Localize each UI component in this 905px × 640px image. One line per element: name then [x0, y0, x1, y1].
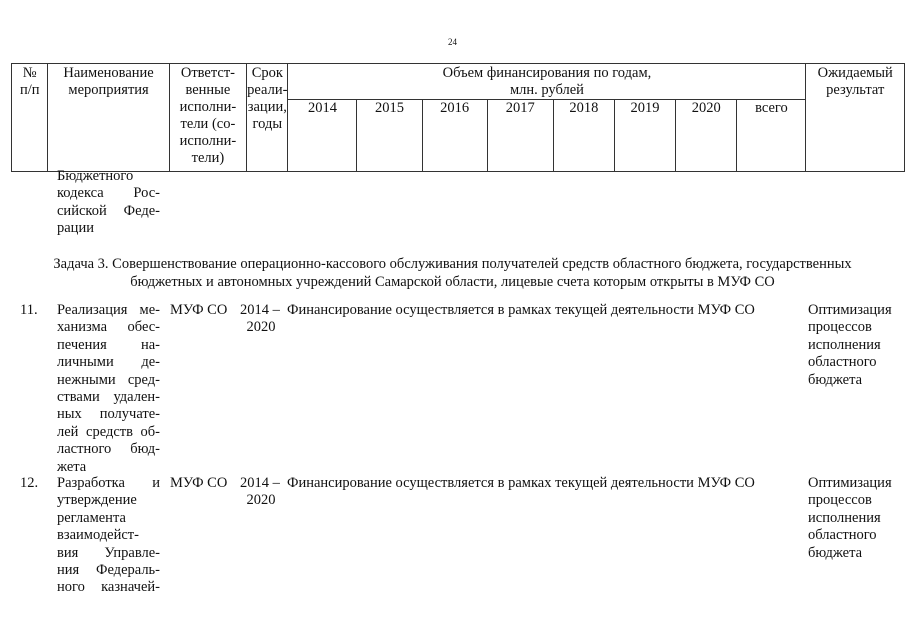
header-term: Срок реали- зации, годы [247, 64, 288, 172]
year-2014: 2014 [288, 100, 357, 172]
row-11-funding: Финансирование осуществляется в рамках текущей деятельности МУФ СО [287, 302, 755, 318]
row-12-num: 12. [20, 475, 39, 491]
year-2018: 2018 [553, 100, 614, 172]
header-result: Ожидаемый результат [806, 64, 905, 172]
header-name: Наименование мероприятия [48, 64, 169, 172]
row-11-result: Оптимизация процессов исполнения областного бюджета [808, 302, 892, 388]
table-header [11, 63, 905, 172]
header-num: № п/п [12, 64, 48, 172]
row-12-result: Оптимизация процессов исполнения областного бюджета [808, 475, 892, 561]
row-12-funding: Финансирование осуществляется в рамках текущей деятельности МУФ СО [287, 475, 755, 491]
header-responsible: Ответст- венные исполни- тели (со- исполни- тели) [169, 64, 246, 172]
row-12-name: Разработка и утверждение регламента взаимодейст- вия Управле- ния Федераль- ного казначей- [57, 475, 160, 596]
row-11-name: Реализация ме- ханизма обес- печения на- личными де- нежными сред- ствами удален- ных получате- лей средств об- ластного бюд- жета [57, 302, 160, 475]
year-2017: 2017 [487, 100, 553, 172]
year-total: всего [737, 100, 806, 172]
continuation-text: Бюджетного кодекса Рос- сийской Феде- рации [57, 168, 160, 237]
row-12-responsible: МУФ СО [170, 475, 228, 491]
row-11-term: 2014 – 2020 [240, 302, 280, 336]
row-11-num: 11. [20, 302, 38, 318]
year-2016: 2016 [422, 100, 487, 172]
task-3-heading: Задача 3. Совершенствование операционно-кассового обслуживания получателей средств областного бюджета, государственных бюджетных и автономных учреждений Самарской области, лицевые счета которым открыты в МУФ СО [53, 256, 852, 290]
row-12-term: 2014 – 2020 [240, 475, 280, 509]
page-number: 24 [448, 37, 457, 47]
year-2019: 2019 [614, 100, 675, 172]
year-2020: 2020 [676, 100, 737, 172]
header-funding: Объем финансирования по годам, млн. рублей [288, 64, 806, 100]
row-11-responsible: МУФ СО [170, 302, 228, 318]
year-2015: 2015 [357, 100, 422, 172]
